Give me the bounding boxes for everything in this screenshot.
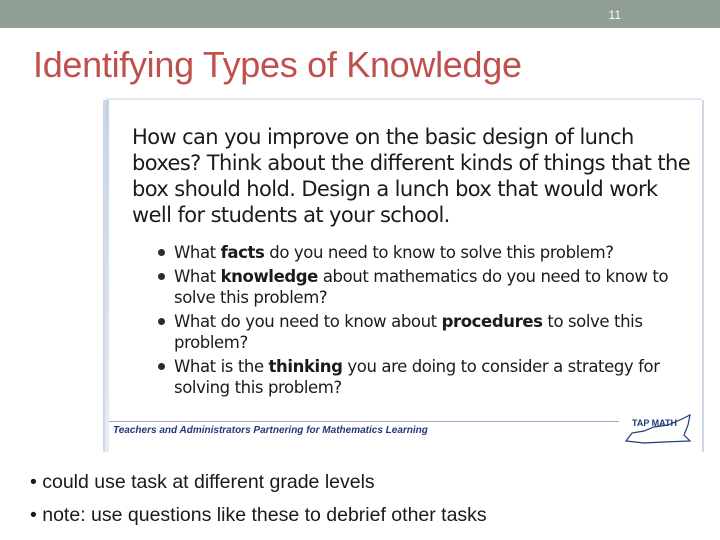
task-prompt: How can you improve on the basic design of lunch boxes? Think about the different kinds of things that the box should hold. Design a lunch box that would work well for students at your school.	[132, 125, 691, 227]
question-list	[158, 242, 698, 401]
task-image-border	[105, 100, 109, 452]
bullet-icon	[158, 363, 165, 370]
note-item: • could use task at different grade levels	[30, 471, 375, 493]
slide-number: 11	[608, 8, 621, 22]
bullet-icon	[158, 249, 165, 256]
bullet-icon	[158, 273, 165, 280]
logo-text: TAP MATH	[632, 418, 677, 428]
note-item: • note: use questions like these to debrief other tasks	[30, 504, 487, 526]
question-item: What facts do you need to know to solve this problem?	[158, 242, 698, 263]
speaker-notes	[30, 466, 487, 532]
top-bar	[0, 0, 720, 28]
question-item: What is the thinking you are doing to consider a strategy for solving this problem?	[158, 356, 698, 398]
slide-title: Identifying Types of Knowledge	[33, 44, 522, 85]
tap-math-logo-icon	[624, 411, 694, 445]
question-item: What do you need to know about procedures to solve this problem?	[158, 311, 698, 353]
bullet-icon	[158, 318, 165, 325]
footer-divider	[109, 421, 619, 422]
question-item: What knowledge about mathematics do you need to know to solve this problem?	[158, 266, 698, 308]
footer-tagline: Teachers and Administrators Partnering for Mathematics Learning	[113, 425, 428, 436]
